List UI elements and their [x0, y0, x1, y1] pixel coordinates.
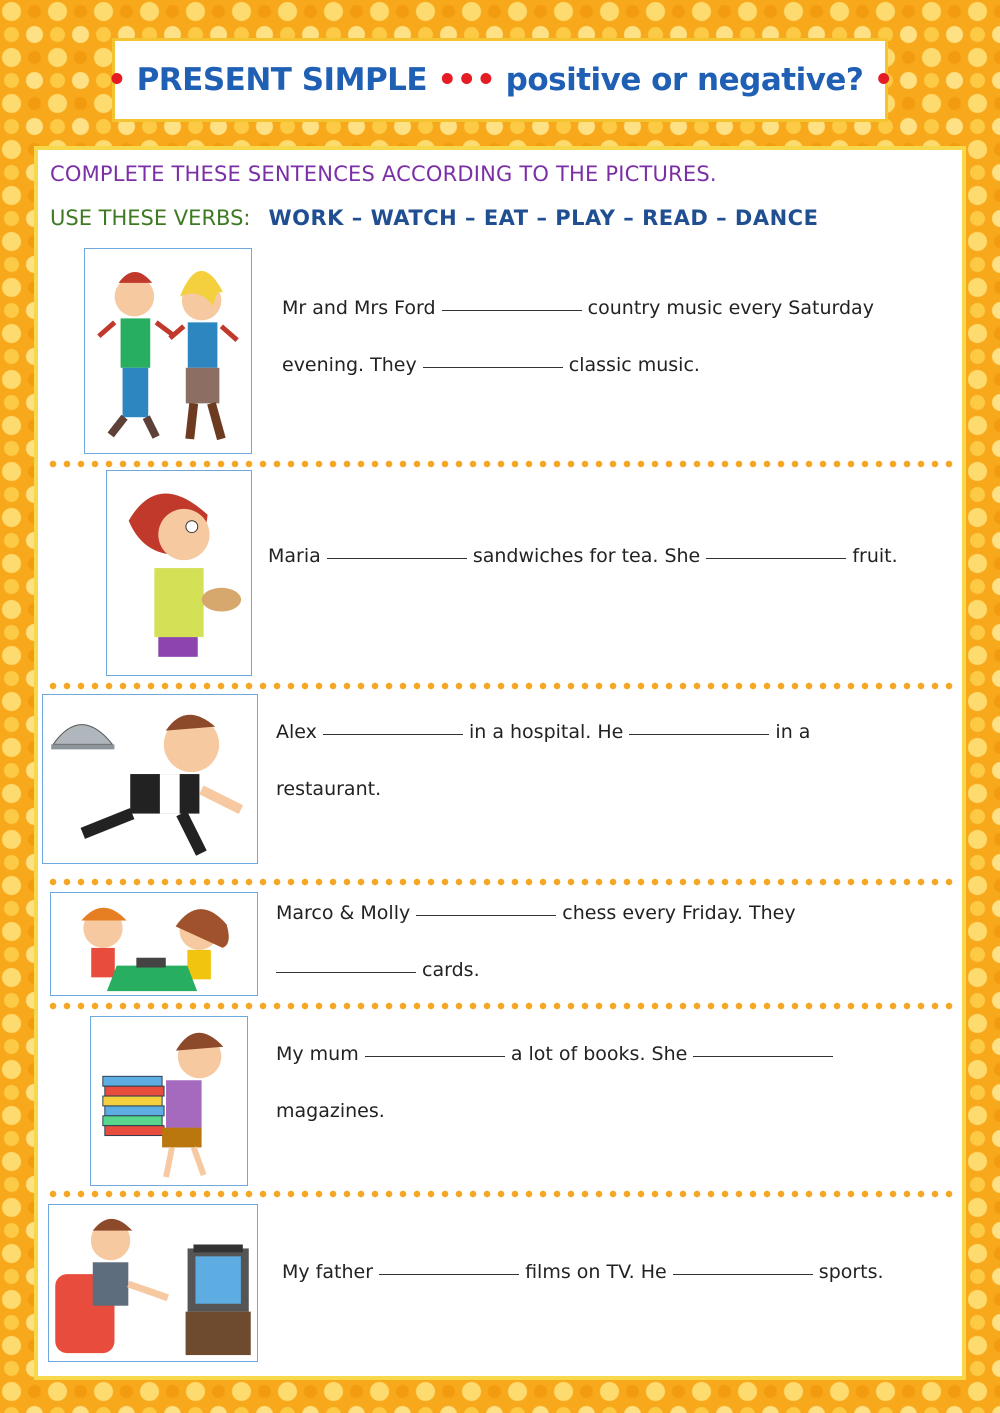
answer-blank[interactable] [693, 1056, 833, 1057]
answer-blank[interactable] [379, 1274, 519, 1275]
dotted-separator [46, 460, 958, 468]
verbs-list: WORK – WATCH – EAT – PLAY – READ – DANCE [268, 206, 819, 230]
dotted-separator [46, 682, 958, 690]
man-watching-tv-icon [49, 1205, 257, 1361]
sentence-3-line-2: restaurant. [276, 778, 382, 800]
sentence-1-line-1: Mr and Mrs Ford country music every Saturday [282, 297, 874, 319]
dotted-separator [46, 1002, 958, 1010]
sentence-6 [282, 1244, 884, 1301]
sentence-6-line-1: My father films on TV. He sports. [282, 1261, 884, 1283]
answer-blank[interactable] [276, 972, 416, 973]
sentence-3-line-1: Alex in a hospital. He in a [276, 721, 811, 743]
title-sub: positive or negative? [505, 62, 864, 98]
man-watching-tv-picture [48, 1204, 258, 1362]
answer-blank[interactable] [365, 1056, 505, 1057]
sentence-2 [268, 528, 898, 585]
instruction-line: COMPLETE THESE SENTENCES ACCORDING TO THE PICTURES. [50, 162, 717, 186]
sentence-4-line-2: cards. [276, 942, 796, 999]
answer-blank[interactable] [706, 558, 846, 559]
sentence-5-line-1: My mum a lot of books. She [276, 1026, 833, 1083]
dotted-separator [46, 1190, 958, 1198]
sentence-5-line-2: magazines. [276, 1100, 385, 1122]
answer-blank[interactable] [629, 734, 769, 735]
title-dots: ••• [437, 62, 496, 98]
answer-blank[interactable] [416, 915, 556, 916]
sentence-5 [276, 1026, 833, 1140]
title-main: PRESENT SIMPLE [136, 62, 428, 98]
sentence-4 [276, 885, 796, 999]
title-bullet-right: • [873, 62, 894, 98]
title-box [106, 38, 894, 122]
dancing-couple-icon [85, 249, 251, 453]
woman-carrying-books-picture [90, 1016, 248, 1186]
answer-blank[interactable] [423, 367, 563, 368]
answer-blank[interactable] [323, 734, 463, 735]
sentence-3 [276, 704, 810, 818]
kids-playing-chess-icon [51, 893, 257, 995]
answer-blank[interactable] [442, 310, 582, 311]
waiter-icon [43, 695, 257, 863]
page-title [107, 62, 893, 98]
waiter-picture [42, 694, 258, 864]
verbs-line [50, 206, 818, 230]
girl-eating-sandwich-icon [107, 471, 251, 675]
girl-eating-sandwich-picture [106, 470, 252, 676]
sentence-1 [282, 280, 874, 394]
answer-blank[interactable] [327, 558, 467, 559]
kids-playing-chess-picture [50, 892, 258, 996]
verbs-label: USE THESE VERBS: [50, 206, 251, 230]
sentence-1-line-2: evening. They classic music. [282, 354, 700, 376]
dancing-couple-picture [84, 248, 252, 454]
woman-carrying-books-icon [91, 1017, 247, 1185]
answer-blank[interactable] [673, 1274, 813, 1275]
title-bullet-left: • [106, 62, 127, 98]
sentence-4-line-1: Marco & Molly chess every Friday. They [276, 902, 796, 924]
sentence-2-line-1: Maria sandwiches for tea. She fruit. [268, 545, 898, 567]
worksheet-panel [34, 146, 966, 1380]
